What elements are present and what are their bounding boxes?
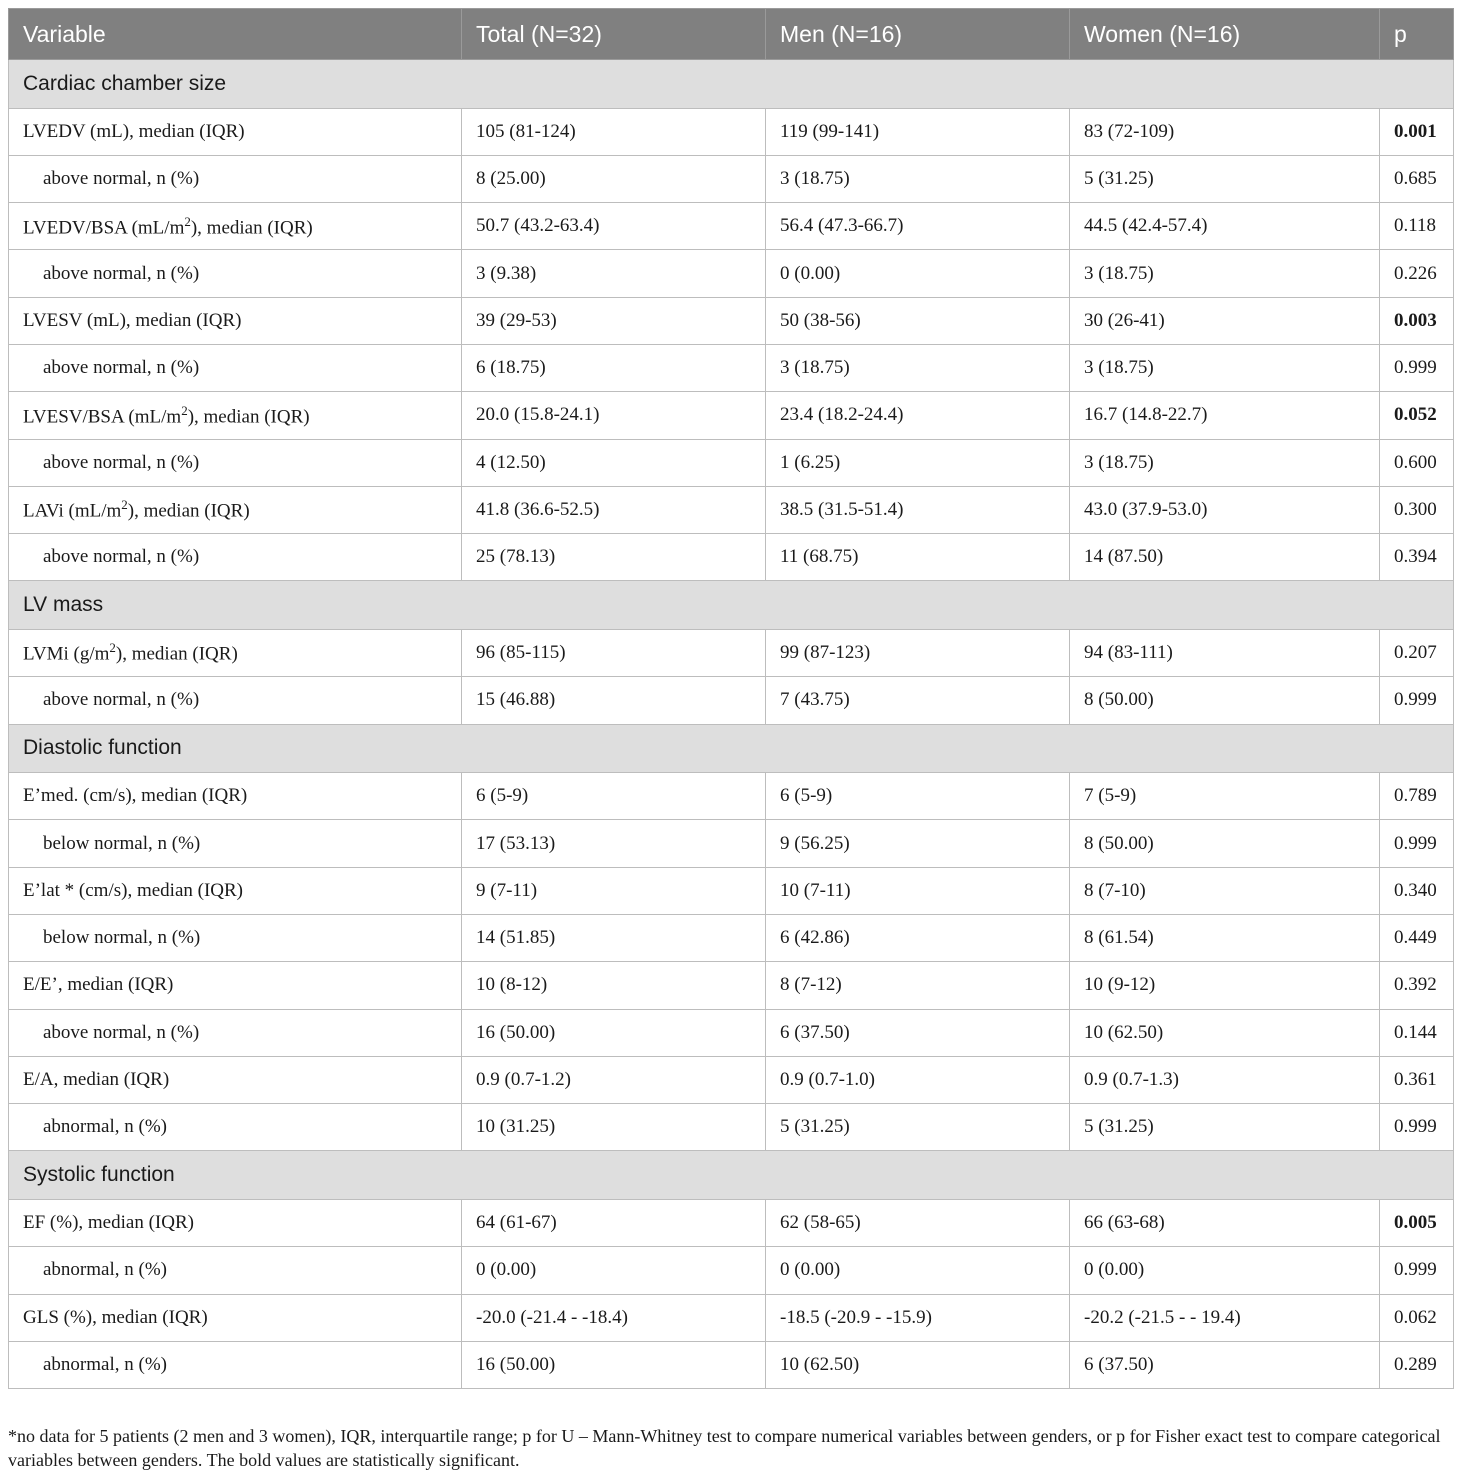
p-value-cell: 0.289 — [1380, 1341, 1454, 1388]
superscript: 2 — [121, 497, 128, 513]
table-row — [9, 203, 1454, 250]
p-value-cell: 0.392 — [1380, 962, 1454, 1009]
p-value-cell: 0.144 — [1380, 1009, 1454, 1056]
table-row — [9, 534, 1454, 581]
total-cell: 16 (50.00) — [462, 1009, 766, 1056]
table-row — [9, 392, 1454, 439]
p-value-cell: 0.118 — [1380, 203, 1454, 250]
p-value-cell: 0.052 — [1380, 392, 1454, 439]
variable-cell: GLS (%), median (IQR) — [9, 1294, 462, 1341]
column-header-men: Men (N=16) — [766, 9, 1070, 60]
women-cell: 8 (7-10) — [1070, 867, 1380, 914]
variable-cell — [9, 392, 462, 439]
table-row — [9, 820, 1454, 867]
women-cell: 8 (50.00) — [1070, 677, 1380, 724]
p-value-cell: 0.207 — [1380, 629, 1454, 676]
women-cell: 6 (37.50) — [1070, 1341, 1380, 1388]
p-value-cell: 0.394 — [1380, 534, 1454, 581]
table-footnote: *no data for 5 patients (2 men and 3 women), IQR, interquartile range; p for U – Mann-Whitney test to compare numerical variables between genders, or p for Fisher exact test to compare categorical variables between genders. The bold values are statistically significant. — [8, 1426, 1441, 1470]
total-cell: 20.0 (15.8-24.1) — [462, 392, 766, 439]
results-table — [8, 8, 1454, 1389]
variable-text: LVMi (g/m — [23, 643, 110, 665]
section-label: Cardiac chamber size — [9, 60, 1454, 109]
table-row — [9, 1104, 1454, 1151]
header-row — [9, 9, 1454, 60]
p-value-cell: 0.449 — [1380, 914, 1454, 961]
table-header — [9, 9, 1454, 60]
total-cell: 39 (29-53) — [462, 297, 766, 344]
total-cell: 16 (50.00) — [462, 1341, 766, 1388]
table-row — [9, 1199, 1454, 1246]
men-cell: 10 (62.50) — [766, 1341, 1070, 1388]
variable-cell: abnormal, n (%) — [9, 1341, 462, 1388]
p-value-cell: 0.685 — [1380, 155, 1454, 202]
p-value-cell: 0.999 — [1380, 1104, 1454, 1151]
men-cell: 11 (68.75) — [766, 534, 1070, 581]
women-cell: 3 (18.75) — [1070, 344, 1380, 391]
total-cell: 3 (9.38) — [462, 250, 766, 297]
men-cell: 0 (0.00) — [766, 1247, 1070, 1294]
women-cell: 8 (50.00) — [1070, 820, 1380, 867]
men-cell: 38.5 (31.5-51.4) — [766, 486, 1070, 533]
men-cell: 9 (56.25) — [766, 820, 1070, 867]
women-cell: 0.9 (0.7-1.3) — [1070, 1056, 1380, 1103]
total-cell: 96 (85-115) — [462, 629, 766, 676]
women-cell: 16.7 (14.8-22.7) — [1070, 392, 1380, 439]
men-cell: 3 (18.75) — [766, 155, 1070, 202]
superscript: 2 — [184, 213, 191, 229]
table-row — [9, 250, 1454, 297]
total-cell: 14 (51.85) — [462, 914, 766, 961]
variable-text: LAVi (mL/m — [23, 500, 122, 522]
total-cell: 9 (7-11) — [462, 867, 766, 914]
men-cell: 6 (37.50) — [766, 1009, 1070, 1056]
variable-cell: LVESV (mL), median (IQR) — [9, 297, 462, 344]
men-cell: 6 (5-9) — [766, 773, 1070, 820]
section-row — [9, 60, 1454, 109]
column-header-variable: Variable — [9, 9, 462, 60]
section-row — [9, 1151, 1454, 1200]
variable-cell — [9, 629, 462, 676]
variable-cell: E/A, median (IQR) — [9, 1056, 462, 1103]
women-cell: 44.5 (42.4-57.4) — [1070, 203, 1380, 250]
variable-text: ), median (IQR) — [127, 500, 250, 522]
variable-cell: E/E’, median (IQR) — [9, 962, 462, 1009]
variable-cell: below normal, n (%) — [9, 914, 462, 961]
men-cell: 56.4 (47.3-66.7) — [766, 203, 1070, 250]
total-cell: 15 (46.88) — [462, 677, 766, 724]
table-body — [9, 60, 1454, 1389]
men-cell: 23.4 (18.2-24.4) — [766, 392, 1070, 439]
variable-cell: above normal, n (%) — [9, 677, 462, 724]
women-cell: 5 (31.25) — [1070, 155, 1380, 202]
p-value-cell: 0.361 — [1380, 1056, 1454, 1103]
variable-cell: below normal, n (%) — [9, 820, 462, 867]
p-value-cell: 0.789 — [1380, 773, 1454, 820]
total-cell: 64 (61-67) — [462, 1199, 766, 1246]
column-header-p: p — [1380, 9, 1454, 60]
p-value-cell: 0.062 — [1380, 1294, 1454, 1341]
column-header-women: Women (N=16) — [1070, 9, 1380, 60]
women-cell: 8 (61.54) — [1070, 914, 1380, 961]
section-row — [9, 724, 1454, 773]
total-cell: 8 (25.00) — [462, 155, 766, 202]
men-cell: 0 (0.00) — [766, 250, 1070, 297]
women-cell: 10 (62.50) — [1070, 1009, 1380, 1056]
p-value-cell: 0.226 — [1380, 250, 1454, 297]
women-cell: 14 (87.50) — [1070, 534, 1380, 581]
table-row — [9, 867, 1454, 914]
variable-cell: above normal, n (%) — [9, 439, 462, 486]
table-row — [9, 344, 1454, 391]
variable-cell: LVEDV (mL), median (IQR) — [9, 108, 462, 155]
variable-cell: above normal, n (%) — [9, 344, 462, 391]
section-label: Diastolic function — [9, 724, 1454, 773]
women-cell: 43.0 (37.9-53.0) — [1070, 486, 1380, 533]
table-row — [9, 1341, 1454, 1388]
variable-cell — [9, 486, 462, 533]
men-cell: 62 (58-65) — [766, 1199, 1070, 1246]
women-cell: 7 (5-9) — [1070, 773, 1380, 820]
variable-cell: above normal, n (%) — [9, 250, 462, 297]
p-value-cell: 0.999 — [1380, 1247, 1454, 1294]
women-cell: 0 (0.00) — [1070, 1247, 1380, 1294]
p-value-cell: 0.340 — [1380, 867, 1454, 914]
table-row — [9, 1056, 1454, 1103]
p-value-cell: 0.001 — [1380, 108, 1454, 155]
variable-cell: above normal, n (%) — [9, 534, 462, 581]
women-cell: 10 (9-12) — [1070, 962, 1380, 1009]
variable-cell: EF (%), median (IQR) — [9, 1199, 462, 1246]
total-cell: 0 (0.00) — [462, 1247, 766, 1294]
total-cell: 0.9 (0.7-1.2) — [462, 1056, 766, 1103]
table-row — [9, 1009, 1454, 1056]
variable-text: LVESV/BSA (mL/m — [23, 406, 182, 428]
total-cell: 50.7 (43.2-63.4) — [462, 203, 766, 250]
superscript: 2 — [109, 640, 116, 656]
men-cell: -18.5 (-20.9 - -15.9) — [766, 1294, 1070, 1341]
total-cell: 10 (8-12) — [462, 962, 766, 1009]
men-cell: 50 (38-56) — [766, 297, 1070, 344]
total-cell: 6 (5-9) — [462, 773, 766, 820]
total-cell: 6 (18.75) — [462, 344, 766, 391]
table-row — [9, 439, 1454, 486]
variable-text: LVEDV/BSA (mL/m — [23, 216, 185, 238]
table-row — [9, 962, 1454, 1009]
section-row — [9, 581, 1454, 630]
p-value-cell: 0.600 — [1380, 439, 1454, 486]
section-label: Systolic function — [9, 1151, 1454, 1200]
men-cell: 1 (6.25) — [766, 439, 1070, 486]
p-value-cell: 0.999 — [1380, 677, 1454, 724]
table-row — [9, 1247, 1454, 1294]
men-cell: 10 (7-11) — [766, 867, 1070, 914]
section-label: LV mass — [9, 581, 1454, 630]
women-cell: 3 (18.75) — [1070, 439, 1380, 486]
total-cell: -20.0 (-21.4 - -18.4) — [462, 1294, 766, 1341]
variable-text: ), median (IQR) — [190, 216, 313, 238]
p-value-cell: 0.999 — [1380, 344, 1454, 391]
superscript: 2 — [181, 402, 188, 418]
variable-cell: E’med. (cm/s), median (IQR) — [9, 773, 462, 820]
table-row — [9, 297, 1454, 344]
men-cell: 7 (43.75) — [766, 677, 1070, 724]
table-row — [9, 486, 1454, 533]
variable-cell: abnormal, n (%) — [9, 1104, 462, 1151]
table-row — [9, 773, 1454, 820]
men-cell: 8 (7-12) — [766, 962, 1070, 1009]
variable-cell: above normal, n (%) — [9, 155, 462, 202]
men-cell: 99 (87-123) — [766, 629, 1070, 676]
total-cell: 4 (12.50) — [462, 439, 766, 486]
column-header-total: Total (N=32) — [462, 9, 766, 60]
women-cell: 66 (63-68) — [1070, 1199, 1380, 1246]
total-cell: 10 (31.25) — [462, 1104, 766, 1151]
table-row — [9, 629, 1454, 676]
table-row — [9, 155, 1454, 202]
total-cell: 41.8 (36.6-52.5) — [462, 486, 766, 533]
table-row — [9, 677, 1454, 724]
men-cell: 3 (18.75) — [766, 344, 1070, 391]
women-cell: 30 (26-41) — [1070, 297, 1380, 344]
women-cell: 83 (72-109) — [1070, 108, 1380, 155]
total-cell: 17 (53.13) — [462, 820, 766, 867]
women-cell: 94 (83-111) — [1070, 629, 1380, 676]
p-value-cell: 0.999 — [1380, 820, 1454, 867]
variable-cell: E’lat * (cm/s), median (IQR) — [9, 867, 462, 914]
women-cell: 3 (18.75) — [1070, 250, 1380, 297]
men-cell: 6 (42.86) — [766, 914, 1070, 961]
p-value-cell: 0.005 — [1380, 1199, 1454, 1246]
variable-text: ), median (IQR) — [115, 643, 238, 665]
table-row — [9, 914, 1454, 961]
table-row — [9, 1294, 1454, 1341]
women-cell: -20.2 (-21.5 - - 19.4) — [1070, 1294, 1380, 1341]
total-cell: 25 (78.13) — [462, 534, 766, 581]
total-cell: 105 (81-124) — [462, 108, 766, 155]
men-cell: 119 (99-141) — [766, 108, 1070, 155]
variable-text: ), median (IQR) — [187, 406, 310, 428]
variable-cell: above normal, n (%) — [9, 1009, 462, 1056]
p-value-cell: 0.300 — [1380, 486, 1454, 533]
variable-cell — [9, 203, 462, 250]
p-value-cell: 0.003 — [1380, 297, 1454, 344]
men-cell: 5 (31.25) — [766, 1104, 1070, 1151]
table-row — [9, 108, 1454, 155]
women-cell: 5 (31.25) — [1070, 1104, 1380, 1151]
variable-cell: abnormal, n (%) — [9, 1247, 462, 1294]
men-cell: 0.9 (0.7-1.0) — [766, 1056, 1070, 1103]
